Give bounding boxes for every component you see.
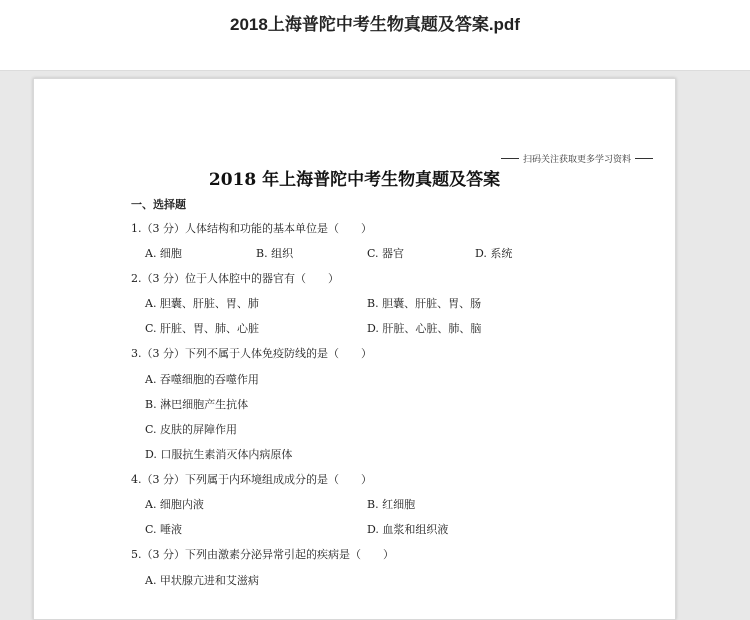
option: C. 唾液 xyxy=(145,523,183,536)
option: D. 血浆和组织液 xyxy=(367,523,449,536)
question-stem: 3.（3 分）下列不属于人体免疫防线的是（ ） xyxy=(131,347,372,360)
option: A. 细胞内液 xyxy=(145,498,204,511)
question-stem: 4.（3 分）下列属于内环境组成成分的是（ ） xyxy=(131,473,372,486)
option: D. 肝脏、心脏、肺、脑 xyxy=(367,322,482,335)
section-heading: 一、选择题 xyxy=(131,198,186,211)
question-stem: 2.（3 分）位于人体腔中的器官有（ ） xyxy=(131,272,339,285)
option: D. 系统 xyxy=(475,247,513,260)
option: C. 肝脏、胃、肺、心脏 xyxy=(145,322,260,335)
pdf-page xyxy=(33,78,676,620)
document-title: 2018 年上海普陀中考生物真题及答案 xyxy=(208,170,501,190)
option: D. 口服抗生素消灭体内病原体 xyxy=(145,448,293,461)
question-stem: 5.（3 分）下列由激素分泌异常引起的疾病是（ ） xyxy=(131,548,394,561)
qr-banner xyxy=(497,152,657,165)
option: A. 吞噬细胞的吞噬作用 xyxy=(145,373,259,386)
option: B. 红细胞 xyxy=(367,498,416,511)
option: B. 组织 xyxy=(256,247,294,260)
option: A. 细胞 xyxy=(145,247,182,260)
banner-right-rule xyxy=(635,158,653,159)
file-title: 2018上海普陀中考生物真题及答案.pdf xyxy=(230,15,520,34)
viewer-toolbar xyxy=(0,0,750,71)
option: B. 淋巴细胞产生抗体 xyxy=(145,398,249,411)
banner-text: 扫码关注获取更多学习资料 xyxy=(522,155,631,165)
question-stem: 1.（3 分）人体结构和功能的基本单位是（ ） xyxy=(131,222,372,235)
option: B. 胆囊、肝脏、胃、肠 xyxy=(367,297,482,310)
option: C. 器官 xyxy=(367,247,405,260)
option: A. 胆囊、肝脏、胃、肺 xyxy=(145,297,259,310)
banner-left-rule xyxy=(501,158,519,159)
option: C. 皮肤的屏障作用 xyxy=(145,423,238,436)
option: A. 甲状腺亢进和艾滋病 xyxy=(145,574,259,587)
